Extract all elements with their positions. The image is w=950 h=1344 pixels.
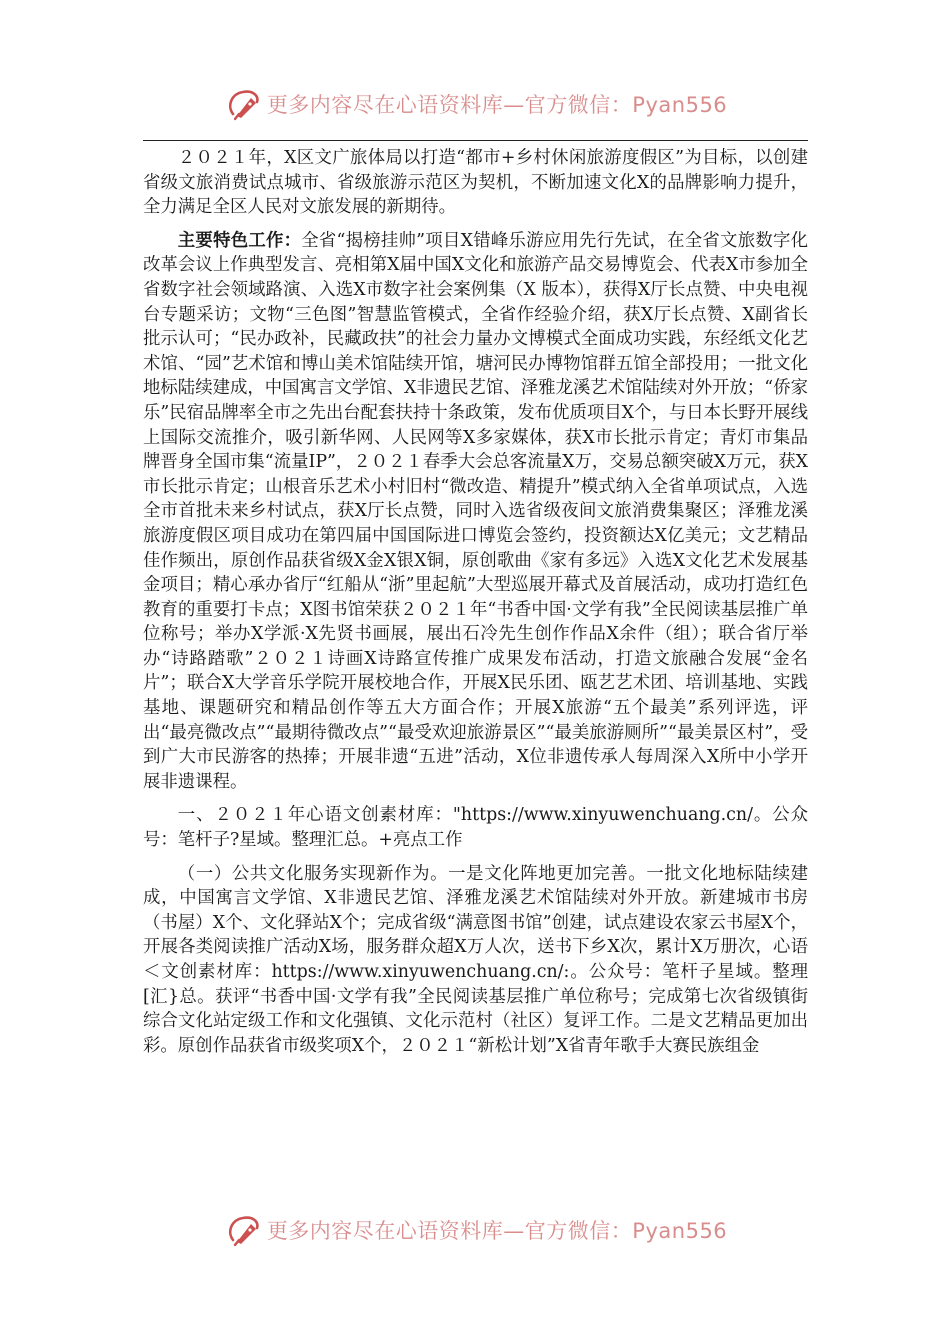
footer-banner-text: 更多内容尽在心语资料库—官方微信：Pyan556 bbox=[266, 1219, 728, 1243]
section-paragraph: （一）公共文化服务实现新作为。一是文化阵地更加完善。一批文化地标陆续建成，中国寓言文学馆、X非遗民艺馆、泽雅龙溪艺术馆陆续对外开放。新建城市书房（书屋）X个、文化驿站X个；完成省级“满意图书馆”创建，试点建设农家云书屋X个，开展各类阅读推广活动X场，服务群众超X万人次，送书下乡X次，累计X万册次，心语＜文创素材库：https://www.xinyuwenchuang.cn/:。公众号：笔杆子星域。整理[汇}总。获评“书香中国·文学有我”全民阅读基层推广单位称号；完成第七次省级镇街综合文化站定级工作和文化强镇、文化示范村（社区）复评工作。二是文艺精品更加出彩。原创作品获省市级奖项X个，２０２１“新松计划”X省青年歌手大赛民族组金 bbox=[143, 863, 808, 1056]
intro-paragraph: ２０２１年，X区文广旅体局以打造“都市+乡村休闲旅游度假区”为目标，以创建省级文旅消费试点城市、省级旅游示范区为契机，不断加速文化X的品牌影响力提升，全力满足全区人民对文旅发展的新期待。 bbox=[143, 148, 808, 218]
footer-banner bbox=[0, 1210, 950, 1250]
header-banner bbox=[0, 84, 950, 124]
features-label: 主要特色工作： bbox=[177, 230, 302, 251]
header-divider bbox=[143, 140, 808, 141]
features-paragraph bbox=[143, 229, 808, 795]
header-banner-text: 更多内容尽在心语资料库—官方微信：Pyan556 bbox=[266, 93, 728, 117]
pen-nib-logo-icon bbox=[223, 84, 263, 124]
section-heading: 一、２０２１年心语文创素材库："https://www.xinyuwenchuang.cn/。公众号：笔杆子?星域。整理汇总。+亮点工作 bbox=[143, 805, 808, 851]
document-body bbox=[143, 146, 808, 1058]
pen-nib-logo-icon bbox=[223, 1210, 263, 1250]
features-text: 全省“揭榜挂帅”项目X错峰乐游应用先行先试，在全省文旅数字化改革会议上作典型发言、亮相第X届中国X文化和旅游产品交易博览会、代表X市参加全省数字社会领域路演、入选X市数字社会案例集（X 版本），获得X厅长点赞、中央电视台专题采访；文物“三色图”智慧监管模式，全省作经验介绍，获X厅长点赞、X副省长批示认可；“民办政补，民藏政扶”的社会力量办文博模式全面成功实践，东经纸文化艺术馆、“园”艺术馆和博山美术馆陆续开馆，塘河民办博物馆群五馆全部投用；一批文化地标陆续建成，中国寓言文学馆、X非遗民艺馆、泽雅龙溪艺术馆陆续对外开放；“侨家乐”民宿品牌率全市之先出台配套扶持十条政策，发布优质项目X个，与日本长野开展线上国际交流推介，吸引新华网、人民网等X多家媒体，获X市长批示肯定；青灯市集品牌晋身全国市集“流量IP”，２０２１春季大会总客流量X万，交易总额突破X万元，获X市长批示肯定；山根音乐艺术小村旧村“微改造、精提升”模式纳入全省单项试点，入选全市首批未来乡村试点，获X厅长点赞，同时入选省级夜间文旅消费集聚区；泽雅龙溪旅游度假区项目成功在第四届中国国际进口博览会签约，投资额达X亿美元；文艺精品佳作频出，原创作品获省级X金X银X铜，原创歌曲《家有多远》入选X文化艺术发展基金项目；精心承办省厅“红船从“浙”里起航”大型巡展开幕式及首展活动，成功打造红色教育的重要打卡点；X图书馆荣获２０２１年“书香中国·文学有我”全民阅读基层推广单位称号；举办X学派·X先贤书画展，展出石冷先生创作作品X余件（组）；联合省厅举办“诗路踏歌”２０２１诗画X诗路宣传推广成果发布活动，打造文旅融合发展“金名片”；联合X大学音乐学院开展校地合作，开展X民乐团、瓯艺艺术团、培训基地、实践基地、课题研究和精品创作等五大方面合作；开展X旅游“五个最美”系列评选，评出“最亮微改点”“最期待微改点”“最受欢迎旅游景区”“最美旅游厕所”“最美景区村”，受到广大市民游客的热捧；开展非遗“五进”活动，X位非遗传承人每周深入X所中小学开展非遗课程。 bbox=[143, 230, 808, 792]
